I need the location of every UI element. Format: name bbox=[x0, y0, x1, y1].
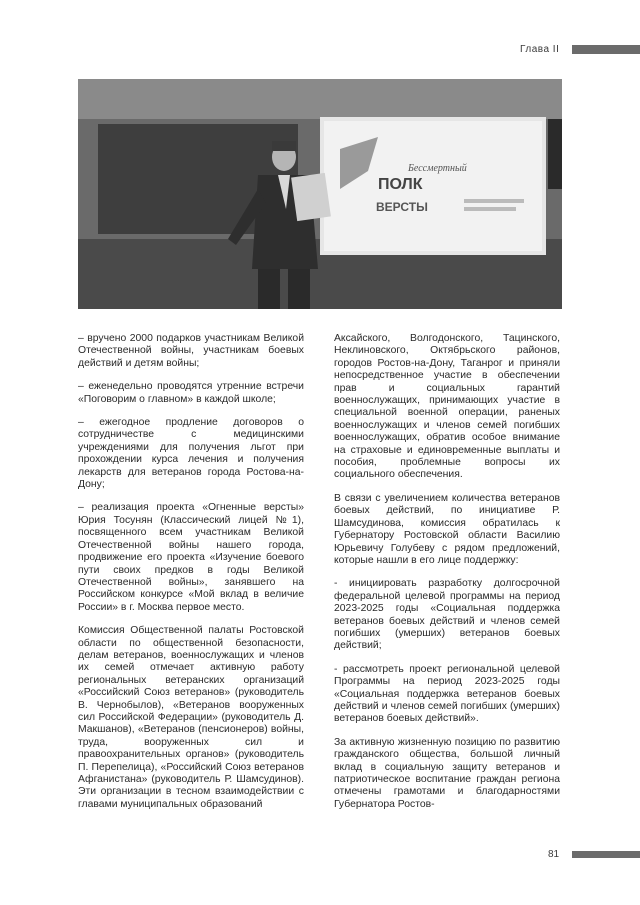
paragraph: - инициировать разработку долгосрочной федеральной целевой программы на период 2023-2025 годы «Социальная поддержка ветеранов боевых действий и членов семей погибших (умерших) ветеранов боевых действий; bbox=[334, 578, 560, 652]
photo-illustration bbox=[78, 79, 562, 309]
paragraph: - рассмотреть проект региональной целевой Программы на период 2023-2025 годы «Социальная поддержка ветеранов боевых действий и членов семей погибших (умерших) ветеранов боевых действий». bbox=[334, 663, 560, 725]
right-text-column bbox=[334, 333, 560, 822]
chapter-label: Глава II bbox=[520, 44, 560, 55]
paragraph: – еженедельно проводятся утренние встречи «Поговорим о главном» в каждой школе; bbox=[78, 381, 304, 405]
screen-text-1: Бессмертный bbox=[408, 163, 467, 174]
paragraph: В связи с увеличением количества ветеранов боевых действий, по инициативе Р. Шамсудинова, комиссия обратилась к Губернатору Ростовской области Василию Юрьевичу Голубеву с рядом предложений, которые нашли в его лице поддержку: bbox=[334, 492, 560, 566]
header-bar bbox=[572, 45, 640, 54]
screen-text-3: ВЕРСТЫ bbox=[376, 200, 428, 214]
paragraph: – ежегодное продление договоров о сотрудничестве с медицинскими учреждениями для получения льгот при прохождении курса лечения и получения лекарств для ветеранов города Ростова-на-Дону; bbox=[78, 417, 304, 491]
paragraph: Аксайского, Волгодонского, Тацинского, Неклиновского, Октябрьского районов, городов Ростов-на-Дону, Таганрог и приняли непосредственное участие в обеспечении прав и социальных гарантий военнослужащих, принимающих участие в специальной военной операции, раненых военнослужащих и членов семей погибших военнослужащих, обратив особое внимание на страховые и единовременные выплаты и пособия, проблемные вопросы их социального обеспечения. bbox=[334, 333, 560, 481]
footer-bar bbox=[572, 851, 640, 858]
paragraph: – вручено 2000 подарков участникам Великой Отечественной войны, участникам боевых действий и детям войны; bbox=[78, 333, 304, 369]
left-text-column bbox=[78, 333, 304, 822]
screen-text-2: ПОЛК bbox=[378, 176, 423, 193]
paragraph: – реализация проекта «Огненные версты» Юрия Тосунян (Классический лицей №1), посвященного всем участникам Великой Отечественной войны нашего города, продвижение его проекта «Изучение боевого пути своих предков в годы Великой Отечественной войны», занявшего на Российском конкурсе «Мой вклад в величие России» в г. Москва первое место. bbox=[78, 502, 304, 613]
page-number: 81 bbox=[548, 849, 560, 860]
event-photo bbox=[78, 79, 562, 309]
paragraph: За активную жизненную позицию по развитию гражданского общества, большой личный вклад в социальную защиту ветеранов и патриотическое воспитание граждан региона отмечены грамотами и благодарностями Губернатора Ростов- bbox=[334, 736, 560, 810]
paragraph: Комиссия Общественной палаты Ростовской области по общественной безопасности, делам ветеранов, военнослужащих и членов их семей отмечает активную работу региональных ветеранских организаций «Российский Союз ветеранов» (руководитель В. Чернобылов), «Ветеранов вооруженных сил Российской Федерации» (руководитель Д. Макшанов), «Ветеранов (пенсионеров) войны, труда, вооруженных сил и правоохранительных органов» (руководитель П. Перепелица), «Российский Союз ветеранов Афганистана» (руководитель Р. Шамсудинов). Эти организации в тесном взаимодействии с главами муниципальных образований bbox=[78, 625, 304, 810]
